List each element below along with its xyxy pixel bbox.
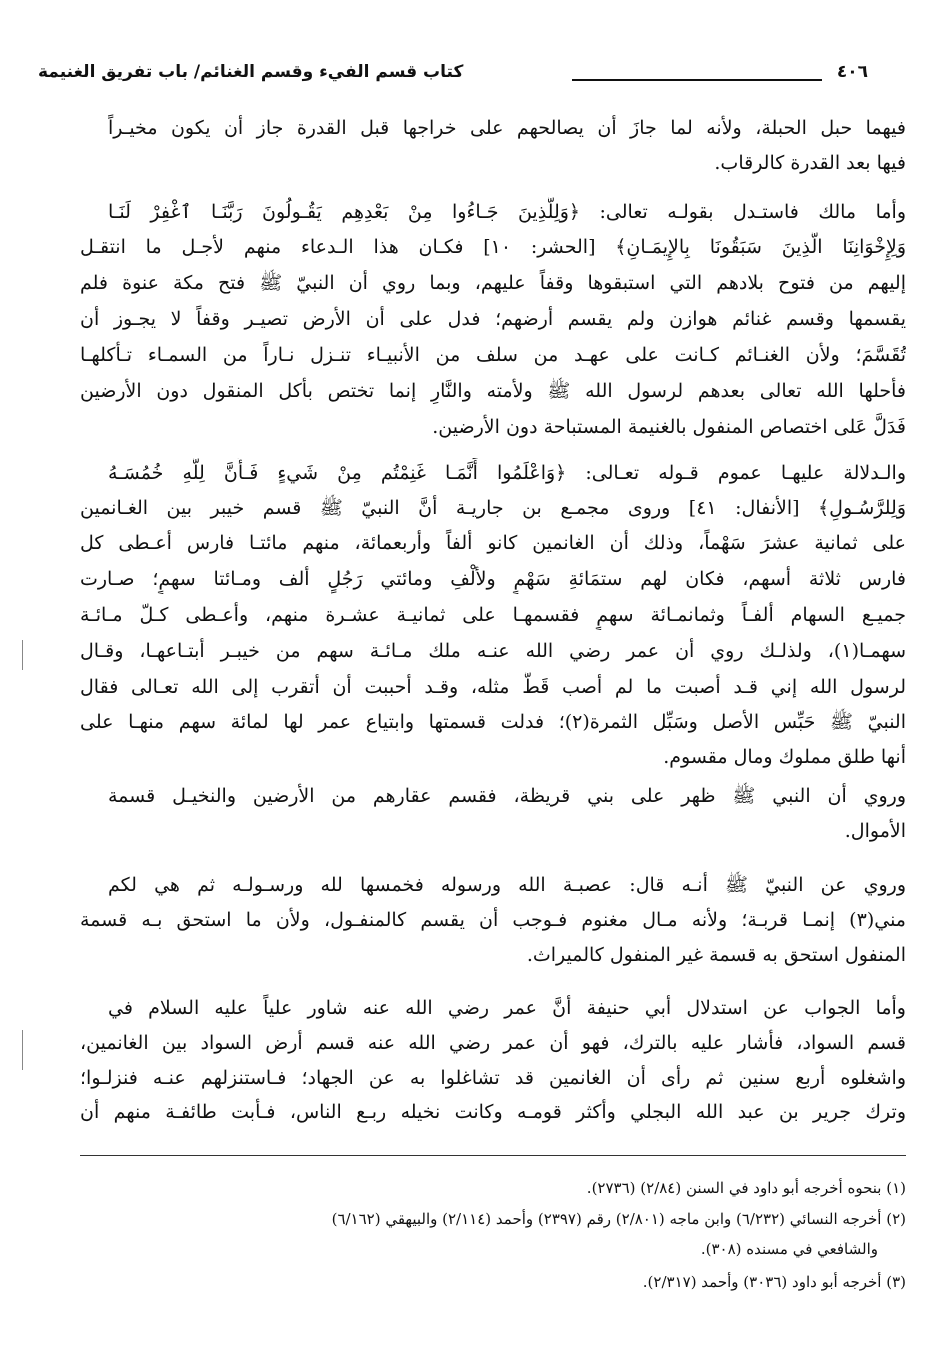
footnote-2-cont: والشافعي في مسنده (٣٠٨). (700, 1240, 878, 1258)
text-line: فيهما حبل الحبلة، ولأنه لما جازَ أن يصالحهم على خراجها قبل القدرة جاز أن يكون مخيـراً (108, 117, 906, 139)
header-rule (572, 79, 822, 81)
text-line: إليهم من فتوح بلادهم التي استبقوها وقفاً عليهم، وبما روي أن النبيّ ﷺ فتح مكة عنوة فلم (80, 272, 906, 294)
text-line: لرسول الله إني قـد أصبت ما لم أصب قَطُّ مثله، وقـد أحببت أن أتقرب إلى الله تعـالى فقال (80, 676, 906, 698)
text-line: جميـع السهام ألفـاً وثمانمـائة سهمٍ فقسمهـا على ثمانيـة عشـرة منهم، وأعـطى كـلّ مـائـة (80, 604, 906, 626)
text-line: فيها بعد القدرة كالرقاب. (714, 152, 906, 174)
page-number: ٤٠٦ (836, 62, 868, 82)
text-line: الأموال. (844, 820, 906, 842)
text-line: مني(٣) إنمـا قربـة؛ ولأنه مـال مغنوم فـوجب أن يقسم كالمنفـول، ولأن ما استحق بـه قسمة (80, 909, 906, 931)
text-line: واشغلوه أربع سنين ثم رأى أن الغانمين قد تشاغلوا به عن الجهاد؛ فـاستنزلهم عنـه فنزلـوا؛ (80, 1067, 906, 1089)
text-line: أنها طلق مملوك ومال مقسوم. (663, 746, 906, 768)
text-line: يقسمها وقسم غنائم هوازن ولم يقسم أرضهم؛ فدل على أن الأرض تصيـر وقفاً لا يجـوز أن (80, 308, 906, 330)
text-line: وأما الجواب عن استدلال أبي حنيفة أنَّ عمر رضي الله عنه شاور علياً عليه السلام في (108, 997, 906, 1019)
text-line: وَلِلرَّسُـولِ﴾ [الأنفال: ٤١] وروى مجمـع بن جاريـة أنَّ النبيّ ﷺ قسم خيبر بين الغـانمين (80, 497, 906, 519)
text-line: وروي أن النبي ﷺ ظهر على بني قريظة، فقسم عقارهم من الأرضين والنخيـل قسمة (108, 785, 906, 807)
text-line: وأما مالك فاستـدل بقولـه تعالى: ﴿وَلِلَّذِينَ جَـاءُوا مِنْ بَعْدِهِم يَقُـولُونَ رَبَّنَـا ٱغْفِرْ لَنَـا (108, 201, 906, 223)
running-title: كتاب قسم الفيء وقسم الغنائم/ باب تفريق الغنيمة (38, 62, 464, 82)
text-line: وروي عن النبيّ ﷺ أنـه قال: عصبـة الله ورسوله فخمسها لله ورسـولـه ثم هي لكم (108, 874, 906, 896)
text-line: المنفول استحق به قسمة غير المنفول كالميراث. (526, 944, 906, 966)
text-line: فأحلها الله تعالى بعدهم لرسول الله ﷺ ولأمته والنَّارِ إنما تختص بأكل المنقول دون الأرضين (80, 380, 906, 402)
scan-mark (22, 640, 23, 670)
footnote-3: (٣) أخرجه أبو داود (٣٠٣٦) وأحمد (٢/٣١٧). (642, 1273, 906, 1291)
text-line: فَدَلَّ عَلى اختصاص المنفول بالغنيمة المستباحة دون الأرضين. (432, 416, 906, 438)
text-line: سهمـا(١)، ولذلـك روي أن عمر رضي الله عنـه ملك مـائـة سهم من خيبـر أبتـاعهـا، وقـال (80, 640, 906, 662)
text-line: النبيّ ﷺ حَبِّس الأصل وسَبِّل الثمرة(٢)؛ فدلت قسمتها وابتياع عمر لها لمائة سهم منهـا على (80, 711, 906, 733)
text-line: فارس ثلاثة أسهم، فكان لهم ستمَائةِ سَهْمٍ ولألْفِ ومائتي رَجُلٍ ألف ومـائتا سهمٍ؛ صـارت (80, 568, 906, 590)
text-line: والـدلالة عليهـا عموم قـوله تعـالى: ﴿وَاعْلَمُوا أَنَّمَـا غَنِمْتُم مِنْ شَيءٍ فَـأَنَّ لِلَّهِ خُمُسَـهُ (108, 462, 906, 484)
text-line: وَلِإِخْوَانِنَا الَّذِينَ سَبَقُونَا بِالإِيمَـانِ﴾ [الحشر: ١٠] فكـان هذا الـدعاء منهم لأجـل ما انتقـل (80, 236, 906, 258)
footnote-2: (٢) أخرجه النسائي (٦/٢٣٢) وابن ماجه (٢/٨٠١) رقم (٢٣٩٧) وأحمد (٢/١١٤) والبيهقي (٦/١٦٢) (331, 1210, 906, 1228)
text-line: على ثمانية عشرَ سَهْماً، وذلك أن الغانمين كانو ألفاً وأربعمائة، منهم مائتـا فارس أعـطى كل (80, 532, 906, 554)
running-header (38, 62, 868, 90)
footnote-divider (80, 1155, 906, 1156)
footnote-1: (١) بنحوه أخرجه أبو داود في السنن (٢/٨٤) (٢٧٣٦). (586, 1179, 906, 1197)
scan-mark (22, 1030, 23, 1070)
text-line: وترك جرير بن عبد الله البجلي وأكثر قومـه وكانت نخيله ربـع الناس، فـأبت طائفـة منهم أن (80, 1101, 906, 1123)
text-line: قسم السواد، فأشار عليه بالترك، فهو أن عمر رضي الله عنه قسم أرض السواد بين الغانمين، (80, 1032, 906, 1054)
text-line: تُقَسَّمَ؛ ولأن الغنـائم كـانت على عهـد من سلف من الأنبيـاء تنـزل نـاراً من السمـاء تـأكلهـا (80, 344, 906, 366)
